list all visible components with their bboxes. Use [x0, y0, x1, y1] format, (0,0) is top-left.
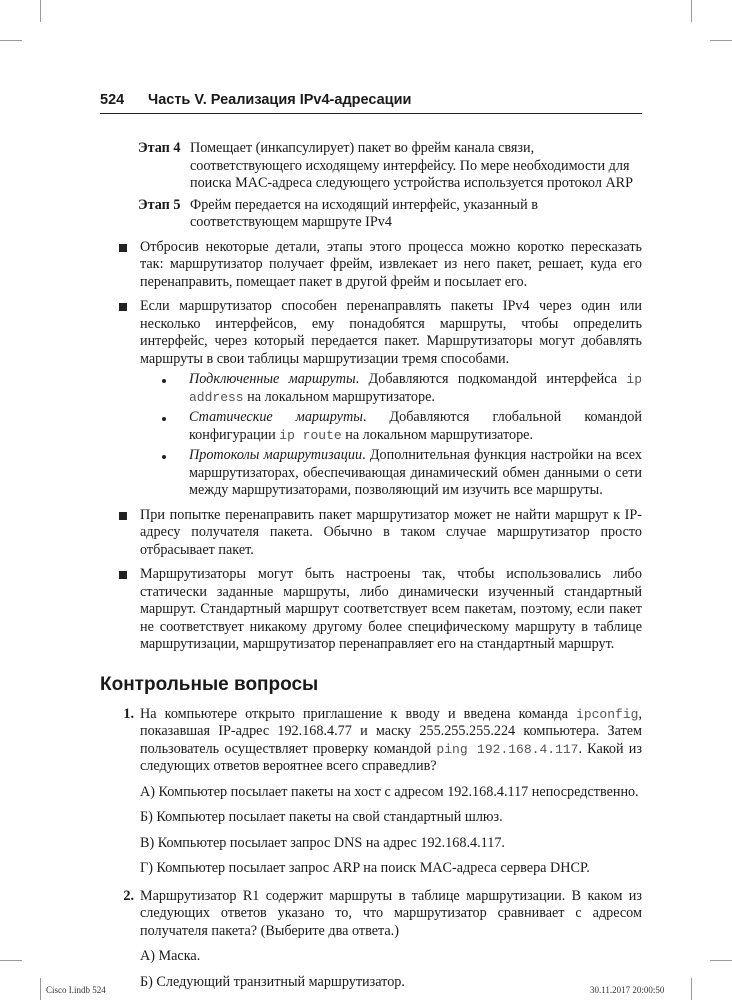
square-bullet-icon — [119, 244, 127, 252]
crop-mark — [691, 0, 692, 22]
step-5 — [138, 197, 642, 232]
header-title: Часть V. Реализация IPv4-адресации — [148, 92, 412, 108]
answer-option: Б) Следующий транзитный маршрутизатор. — [140, 973, 405, 990]
term: Статические маршруты — [189, 409, 363, 425]
bullet-text: Если маршрутизатор способен перенаправлять пакеты IPv4 через один или несколько интерфейсов, ему понадобятся маршруты, чтобы определить интерфейс, через который передается пакет. Маршрутизаторы могут добавлять маршруты в свои таблицы маршрутизации тремя способами. — [140, 298, 642, 367]
answer-option: А) Компьютер посылает пакеты на хост с адресом 192.168.4.117 непосредственно. — [140, 783, 639, 800]
sub-bullet-text: . Дополнительная функция настройки на всех маршрутизаторах, обеспечивающая динамический обмен данными о сети между маршрутизаторами, позволяющий им изучить все маршруты. — [189, 447, 642, 498]
step-text: Помещает (инкапсулирует) пакет во фрейм канала связи, соответствующего исходящему интерфейсу. По мере необходимости для поиска MAC-адреса следующего устройства используется протокол ARP — [190, 140, 634, 191]
section-title: Контрольные вопросы — [100, 673, 319, 695]
bullet-text: Маршрутизаторы могут быть настроены так, чтобы использовались либо статически заданные маршруты, либо динамически изученный стандартный маршрут. Стандартный маршрут соответствует всем пакетам, поэтому, если пакет не соответствует никакому другому более специфическому маршруту в таблице маршрутизации, маршрутизатор перенаправляет его на стандартный маршрут. — [140, 566, 642, 652]
sub-bullet-text: на локальном маршрутизаторе. — [243, 388, 435, 405]
header-rule — [100, 113, 642, 114]
sub-bullet-item — [140, 447, 642, 500]
crop-mark — [40, 0, 41, 22]
crop-mark — [0, 960, 22, 961]
crop-mark — [691, 978, 692, 1000]
square-bullet-icon — [119, 571, 127, 579]
question-text: . Какой из следующих ответов вероятнее всего справедлив? — [140, 740, 642, 774]
code: ipconfig — [576, 706, 639, 722]
sub-bullet-text: . Добавляются глобальной командой конфигурации — [189, 409, 642, 443]
footer-left: Cisco I.indb 524 — [46, 985, 106, 995]
step-label: Этап 4 — [138, 140, 181, 156]
bullet-text: Отбросив некоторые детали, этапы этого процесса можно коротко пересказать так: маршрутизатор получает фрейм, извлекает из него пакет, решает, куда его перенаправить, помещает пакет в другой фрейм и посылает его. — [140, 238, 642, 290]
step-label: Этап 5 — [138, 196, 181, 213]
answer-option: Г) Компьютер посылает запрос ARP на поиск MAC-адреса сервера DHCP. — [140, 860, 590, 876]
crop-mark — [40, 978, 41, 1000]
code: ip address — [189, 372, 642, 405]
bullet-item — [100, 566, 642, 654]
answer-option: А) Маска. — [140, 948, 201, 964]
footer-right: 30.11.2017 20:00:50 — [590, 985, 665, 995]
sub-bullet-text: . Добавляются подкомандой интерфейса — [355, 371, 627, 387]
step-text: Фрейм передается на исходящий интерфейс, указанный в соответствующем маршруте IPv4 — [190, 196, 538, 230]
square-bullet-icon — [119, 512, 127, 520]
dot-bullet-icon — [162, 417, 166, 421]
dot-bullet-icon — [162, 455, 166, 459]
question-text: Маршрутизатор R1 содержит маршруты в таблице маршрутизации. В каком из следующих ответов указано то, что маршрутизатор сравнивает с адресом получателя пакета? (Выберите два ответа.) — [140, 887, 642, 939]
dot-bullet-icon — [162, 379, 166, 383]
question-number: 2. — [123, 887, 134, 904]
bullet-item — [100, 239, 642, 292]
bullet-item — [100, 298, 642, 500]
sub-bullet-item — [140, 371, 642, 406]
square-bullet-icon — [119, 303, 127, 311]
question-number: 1. — [123, 705, 134, 722]
bullet-text: При попытке перенаправить пакет маршрутизатор может не найти маршрут к IP-адресу получателя пакета. Обычно в таком случае маршрутизатор просто отбрасывает пакет. — [140, 506, 642, 558]
question-2 — [100, 888, 642, 941]
question-text: На компьютере открыто приглашение к вводу и введена команда — [140, 705, 577, 722]
code: ping 192.168.4.117 — [436, 741, 579, 757]
code: ip route — [279, 427, 342, 443]
answer-option: В) Компьютер посылает запрос DNS на адрес 192.168.4.117. — [140, 834, 505, 851]
sub-bullet-item — [140, 409, 642, 444]
term: Подключенные маршруты — [189, 371, 356, 387]
step-4 — [138, 140, 642, 193]
bullet-item — [100, 507, 642, 560]
page-body — [100, 124, 642, 991]
crop-mark — [710, 960, 732, 961]
crop-mark — [710, 40, 732, 41]
question-1 — [100, 706, 642, 776]
term: Протоколы маршрутизации — [189, 447, 363, 463]
crop-mark — [0, 40, 22, 41]
sub-bullet-text: на локальном маршрутизаторе. — [341, 426, 534, 443]
page-number: 524 — [100, 92, 125, 108]
running-header — [100, 92, 638, 108]
question-text: , показавшая IP-адрес 192.168.4.77 и маску 255.255.255.224 компьютера. Затем пользователь осуществляет проверку командой — [140, 705, 642, 757]
answer-option: Б) Компьютер посылает пакеты на свой стандартный шлюз. — [140, 809, 503, 825]
